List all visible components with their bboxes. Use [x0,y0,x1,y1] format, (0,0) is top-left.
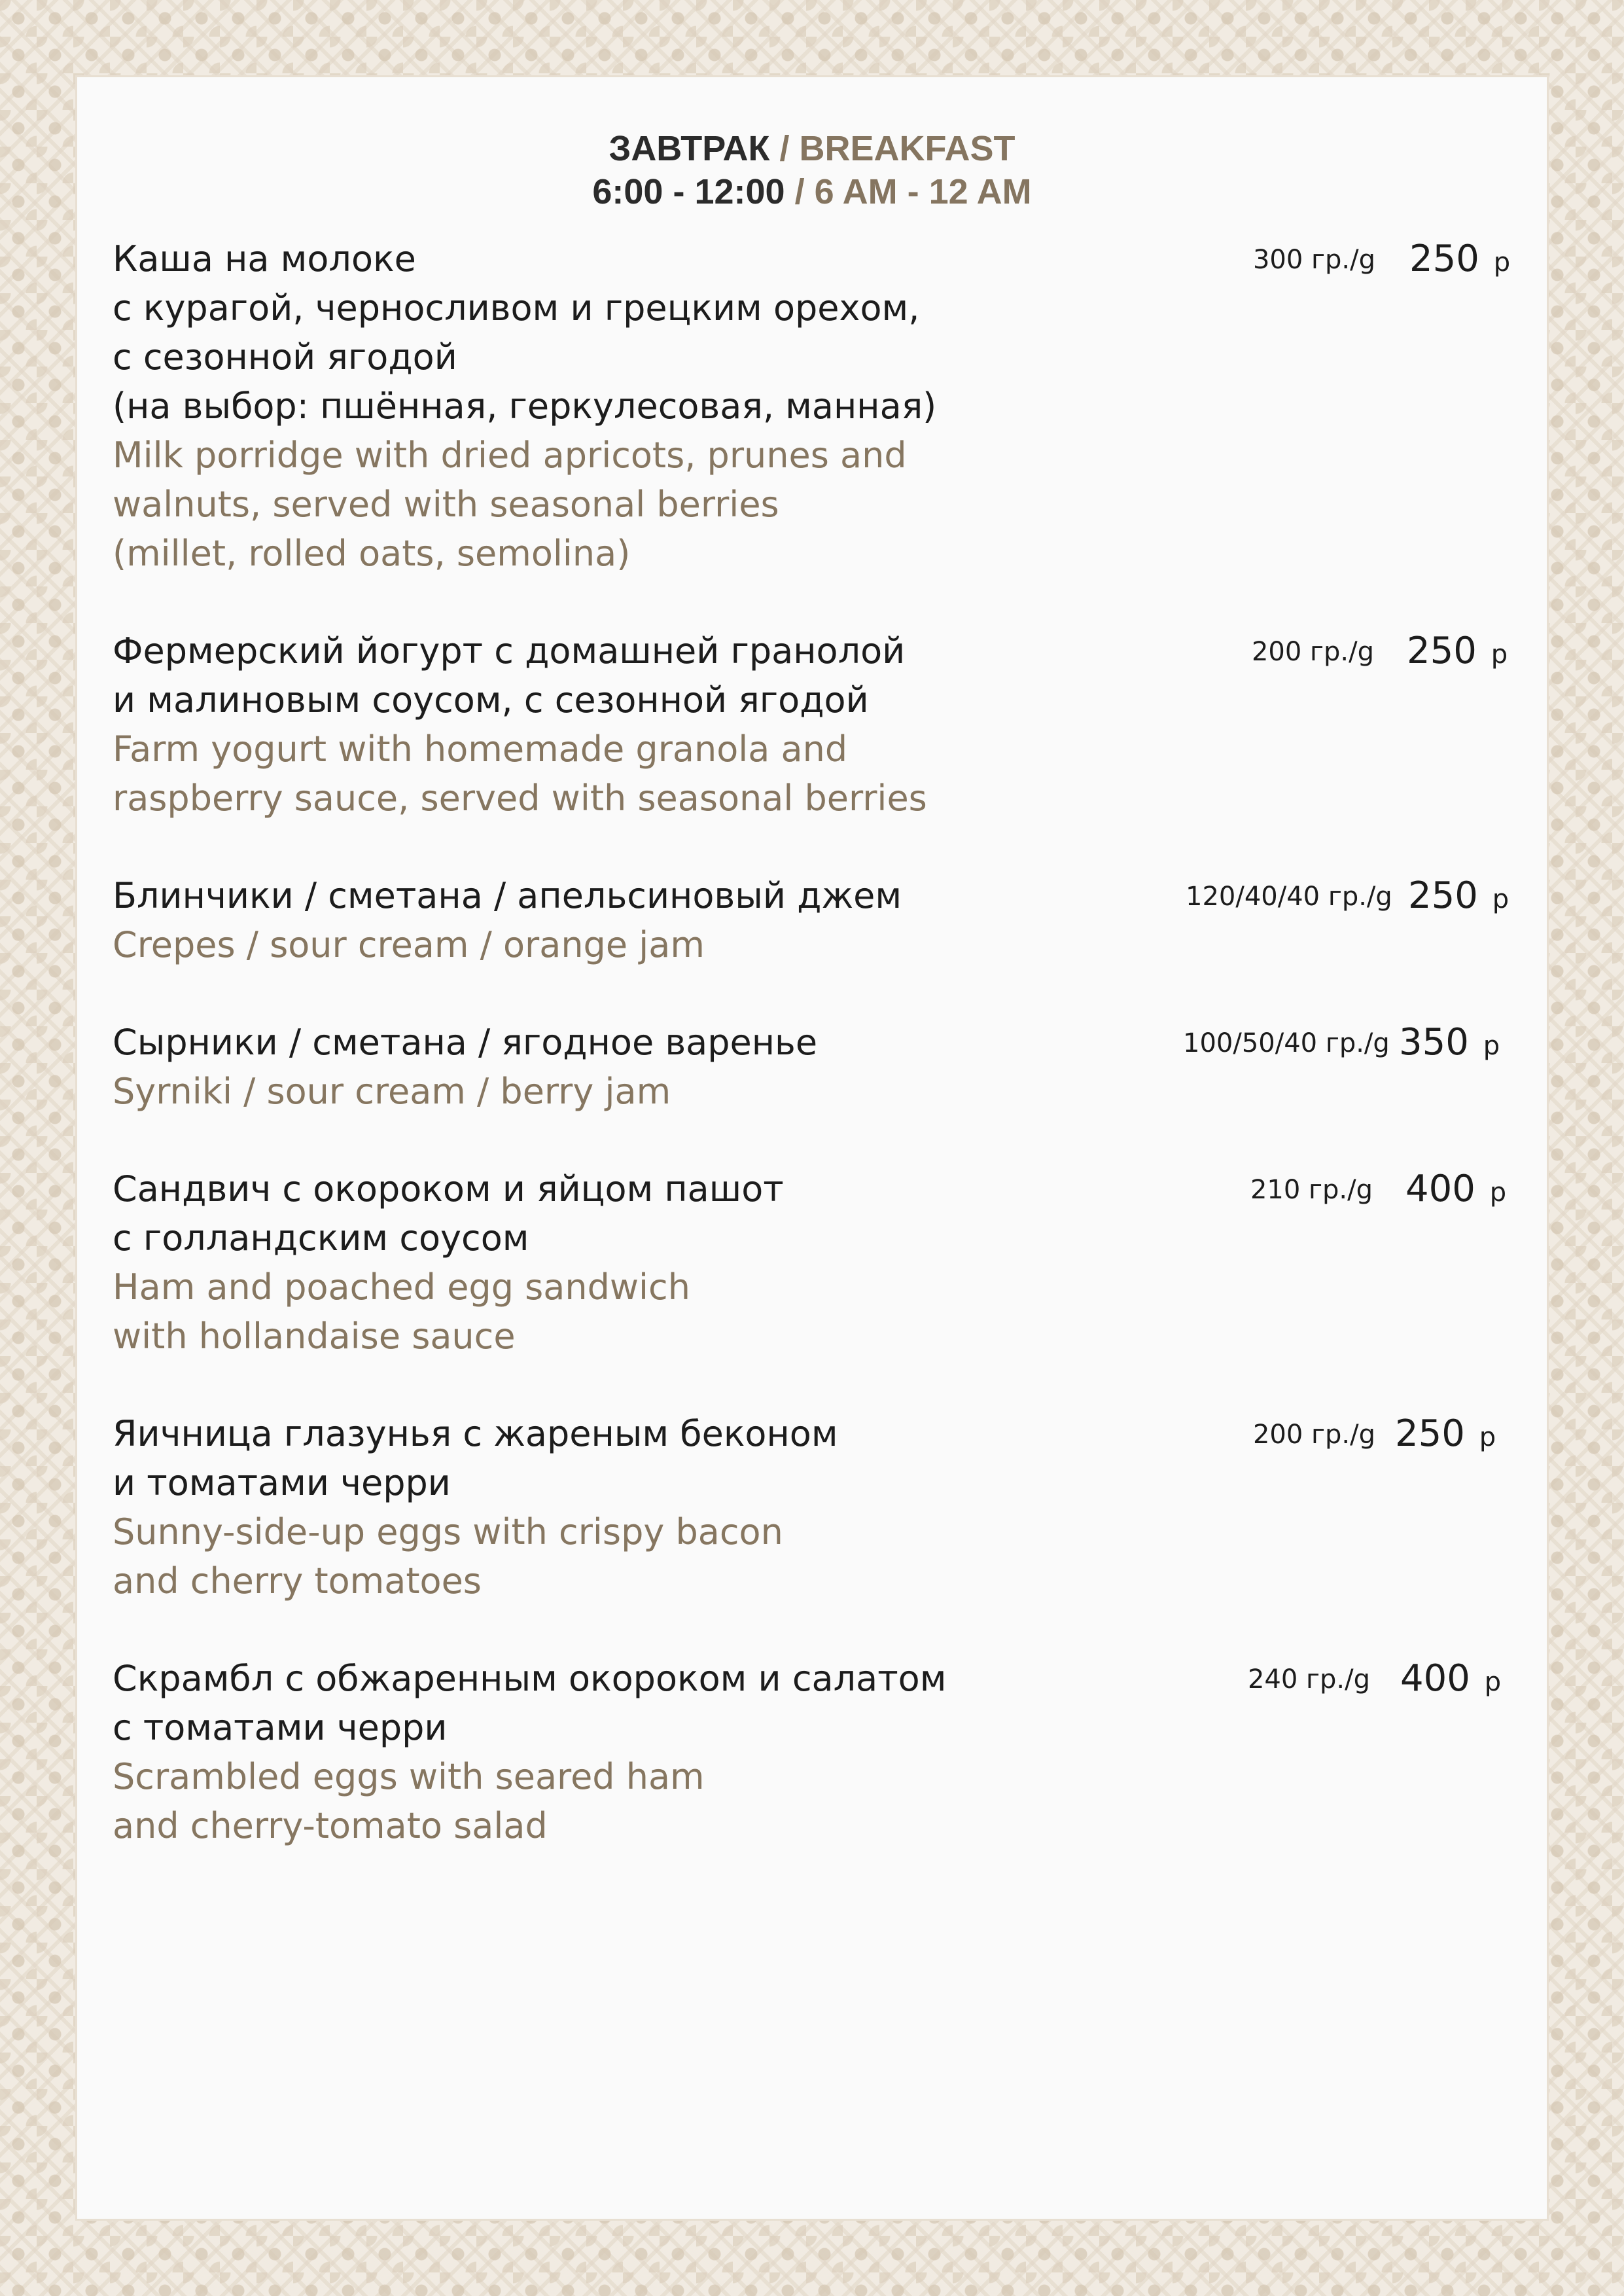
price-value: 250 [1409,238,1479,280]
item-name-ru: с сезонной ягодой [113,336,457,378]
item-name-en: Ham and poached egg sandwich [113,1266,690,1308]
item-name-en: Farm yogurt with homemade granola and [113,728,848,770]
item-name-ru: и малиновым соусом, с сезонной ягодой [113,679,869,721]
item-weight: 210 гр./g [1250,1175,1373,1205]
item-name-ru: Сырники / сметана / ягодное варенье [113,1022,818,1063]
item-name-ru: Каша на молоке [113,238,416,279]
item-name-en: Crepes / sour cream / orange jam [113,924,705,965]
menu-item [113,871,1513,969]
item-name-en: walnuts, served with seasonal berries [113,484,779,525]
item-name-ru: с курагой, черносливом и грецким орехом, [113,287,920,329]
item-price [1395,1409,1513,1462]
hours-ru: 6:00 - 12:00 [592,172,785,211]
item-weight: 300 гр./g [1252,245,1375,275]
item-name-ru: с голландским соусом [113,1217,529,1259]
item-name-en: and cherry tomatoes [113,1560,482,1602]
menu-item [113,234,1513,578]
price-value: 250 [1395,1412,1465,1455]
price-currency: р [1489,1177,1507,1208]
menu-item [113,1164,1513,1361]
menu-header [77,127,1547,213]
price-currency: р [1484,1667,1502,1697]
item-name-ru: Фермерский йогурт с домашней гранолой [113,630,906,672]
price-value: 400 [1405,1168,1475,1210]
item-price [1405,1164,1523,1217]
item-name-en: Milk porridge with dried apricots, prunes and [113,435,907,476]
item-price [1400,1654,1518,1707]
item-name-en: and cherry-tomato salad [113,1805,548,1846]
item-weight: 240 гр./g [1247,1664,1370,1695]
item-name-en: (millet, rolled oats, semolina) [113,533,631,574]
item-name-en: raspberry sauce, served with seasonal berries [113,778,927,819]
menu-hours [77,170,1547,213]
item-price [1407,626,1525,679]
price-currency: р [1493,247,1511,278]
price-currency: р [1491,639,1508,670]
hours-en: / 6 AM - 12 AM [785,172,1032,211]
item-name-ru: с томатами черри [113,1707,448,1748]
item-name-ru: (на выбор: пшённая, геркулесовая, манная) [113,386,937,427]
item-weight: 120/40/40 гр./g [1186,882,1392,912]
price-value: 250 [1407,630,1477,672]
price-value: 350 [1399,1021,1469,1064]
menu-item [113,1018,1513,1116]
item-weight: 100/50/40 гр./g [1183,1028,1390,1058]
item-price [1408,871,1526,924]
item-name-en: Sunny-side-up eggs with crispy bacon [113,1511,783,1552]
menu-item [113,1654,1513,1850]
menu-list [113,234,1513,1899]
menu-item [113,626,1513,823]
price-currency: р [1483,1031,1500,1061]
price-currency: р [1492,884,1509,914]
item-weight: 200 гр./g [1252,1420,1375,1450]
item-name-en: Scrambled eggs with seared ham [113,1756,705,1797]
menu-title [77,127,1547,170]
price-value: 250 [1408,874,1478,917]
menu-item [113,1409,1513,1605]
item-name-en: Syrniki / sour cream / berry jam [113,1071,671,1112]
item-name-ru: Яичница глазунья с жареным беконом [113,1413,838,1454]
menu-page [77,77,1547,2219]
price-value: 400 [1400,1657,1470,1700]
item-weight: 200 гр./g [1251,637,1374,667]
item-name-ru: и томатами черри [113,1462,451,1503]
item-name-en: with hollandaise sauce [113,1316,516,1357]
item-price [1399,1018,1517,1071]
title-en: / BREAKFAST [769,129,1015,168]
item-name-ru: Сандвич с окороком и яйцом пашот [113,1168,784,1210]
item-price [1409,234,1527,287]
price-currency: р [1479,1422,1496,1452]
item-name-ru: Блинчики / сметана / апельсиновый джем [113,875,902,916]
item-name-ru: Скрамбл с обжаренным окороком и салатом [113,1658,947,1699]
title-ru: ЗАВТРАК [609,129,770,168]
